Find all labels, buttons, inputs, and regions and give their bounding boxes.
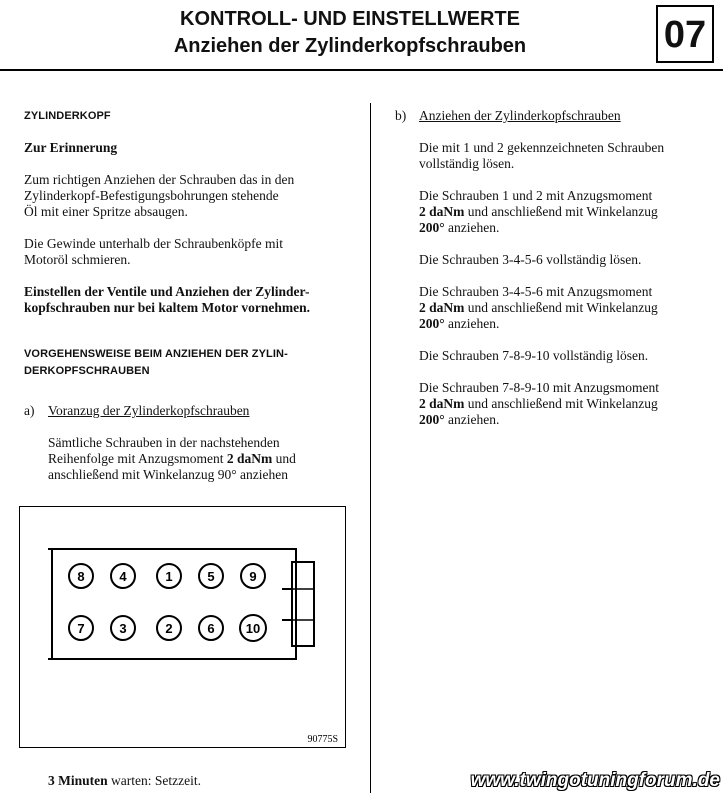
text-run: warten: Setzzeit. [107,773,201,788]
text-line [419,300,714,316]
wait-duration: 3 Minuten [48,773,108,788]
text-run: und anschließend mit Winkelanzug [464,396,658,411]
text-line [419,396,714,412]
text-run: anziehen. [444,412,500,427]
paragraph-oil-suction [24,172,359,220]
wait-instruction [48,773,201,789]
section-heading-zylinderkopf: ZYLINDERKOPF [24,110,111,122]
step-b-title: Anziehen der Zylinderkopfschrauben [419,108,621,123]
torque-value: 2 daNm [419,300,465,315]
text-line: Zum richtigen Anziehen der Schrauben das in den [24,172,295,187]
step-a [48,403,358,483]
bolt-label: 5 [207,569,215,584]
paragraph-tighten-7-10 [419,380,714,428]
paragraph-tighten-3-6 [419,284,714,332]
text-line: Die mit 1 und 2 gekennzeichneten Schrauben [419,140,665,155]
torque-value: 2 daNm [419,396,465,411]
text-line: Die Schrauben 3-4-5-6 mit Anzugsmoment [419,284,653,299]
left-column [24,108,359,380]
text-line: Sämtliche Schrauben in der nachstehenden [48,435,280,450]
bolt-sequence-figure [19,506,346,748]
paragraph-cold-engine-warning [24,284,359,316]
bolt-label: 6 [207,621,215,636]
text-run: und anschließend mit Winkelanzug [464,300,658,315]
text-line: vollständig lösen. [419,156,515,171]
angle-value: 200° [419,220,445,235]
paragraph-loosen-1-2 [419,140,714,172]
bolt-label: 10 [245,621,261,636]
paragraph-loosen-7-10: Die Schrauben 7-8-9-10 vollständig lösen. [419,348,649,363]
bolt-label: 7 [77,621,85,636]
text-line: anschließend mit Winkelanzug 90° anziehen [48,467,289,482]
paragraph-tighten-1-2 [419,188,714,236]
torque-value: 2 daNm [419,204,465,219]
figure-reference: 90775S [307,734,338,745]
text-run: und [272,451,296,466]
step-a-text [48,435,358,483]
text-line [419,316,714,332]
angle-value: 200° [419,412,445,427]
chapter-number-badge: 07 [656,5,714,63]
text-line [419,204,714,220]
text-run: anziehen. [444,316,500,331]
text-line: Einstellen der Ventile und Anziehen der Zylinder- [24,284,310,299]
text-line: Öl mit einer Spritze absaugen. [24,204,188,219]
text-run: anziehen. [444,220,500,235]
text-run: Reihenfolge mit Anzugsmoment [48,451,227,466]
bolt-label: 4 [119,569,127,584]
text-line: VORGEHENSWEISE BEIM ANZIEHEN DER ZYLIN- [24,348,288,360]
paragraph-thread-lubrication [24,236,359,268]
bolt-label: 2 [165,621,173,636]
text-line [48,451,358,467]
paragraph-loosen-3-6: Die Schrauben 3-4-5-6 vollständig lösen. [419,252,642,267]
step-b [419,108,714,428]
bolt-label: 8 [77,569,85,584]
step-a-title: Voranzug der Zylinderkopfschrauben [48,403,250,418]
text-line: Zylinderkopf-Befestigungsbohrungen stehende [24,188,279,203]
step-a-marker: a) [24,403,35,418]
text-line [419,412,714,428]
text-line: Motoröl schmieren. [24,252,131,267]
column-divider [370,103,371,793]
text-line: Die Schrauben 1 und 2 mit Anzugsmoment [419,188,653,203]
page-title: KONTROLL- UND EINSTELLWERTE [180,8,520,30]
text-line: Die Schrauben 7-8-9-10 mit Anzugsmoment [419,380,659,395]
text-line [419,220,714,236]
bolt-label: 3 [119,621,127,636]
bolt-label: 1 [165,569,173,584]
forum-watermark: www.twingotuningforum.de [470,770,720,791]
bolt-label: 9 [249,569,257,584]
text-line: kopfschrauben nur bei kaltem Motor vornehmen. [24,300,311,315]
text-line: Die Gewinde unterhalb der Schraubenköpfe mit [24,236,284,251]
angle-value: 200° [419,316,445,331]
text-run: und anschließend mit Winkelanzug [464,204,658,219]
procedure-heading [24,346,359,380]
reminder-heading: Zur Erinnerung [24,140,118,155]
step-b-marker: b) [395,108,407,123]
cylinder-head-diagram [20,507,345,747]
text-line: DERKOPFSCHRAUBEN [24,365,150,377]
page-subtitle: Anziehen der Zylinderkopfschrauben [173,35,527,57]
torque-value: 2 daNm [226,451,273,466]
header-rule [0,69,723,71]
